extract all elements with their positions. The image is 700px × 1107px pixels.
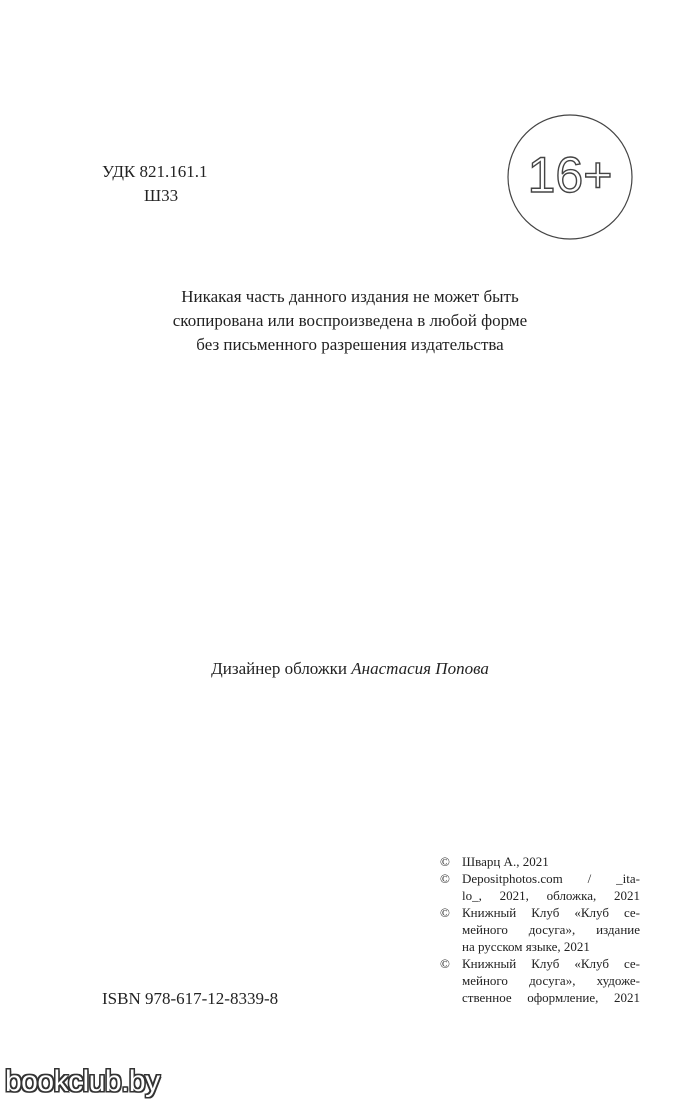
copyright-line <box>440 921 640 938</box>
copyright-block <box>440 853 640 1006</box>
age-rating-badge <box>505 112 635 242</box>
copyright-text: Depositphotos.com / _ita- <box>462 871 640 886</box>
copyright-symbol: © <box>440 854 450 869</box>
copyright-line <box>440 853 640 870</box>
notice-line: скопирована или воспроизведена в любой форме <box>172 311 528 330</box>
age-rating-circle-icon <box>505 112 635 242</box>
udk-block <box>102 160 208 208</box>
copyright-text: Книжный Клуб «Клуб се- <box>462 905 640 920</box>
watermark-logo: bookclub.by <box>5 1065 160 1098</box>
designer-name: Анастасия Попова <box>351 659 489 678</box>
designer-prefix: Дизайнер обложки <box>211 659 352 678</box>
notice-line: Никакая часть данного издания не может быть <box>181 287 519 306</box>
copyright-line <box>440 870 640 887</box>
rights-notice <box>100 285 600 357</box>
udk-code: УДК 821.161.1 <box>102 162 208 181</box>
copyright-line <box>440 989 640 1006</box>
copyright-line <box>440 955 640 972</box>
copyright-line <box>440 938 640 955</box>
copyright-text: на русском языке, 2021 <box>462 939 590 954</box>
copyright-line <box>440 972 640 989</box>
copyright-symbol: © <box>440 956 450 971</box>
copyright-text: ственное оформление, 2021 <box>462 990 640 1005</box>
copyright-symbol: © <box>440 905 450 920</box>
notice-line: без письменного разрешения издательства <box>196 335 504 354</box>
copyright-line <box>440 887 640 904</box>
isbn: ISBN 978-617-12-8339-8 <box>102 989 279 1008</box>
copyright-line <box>440 904 640 921</box>
age-rating-label: 16+ <box>527 147 613 203</box>
cover-designer-credit <box>100 657 600 681</box>
copyright-symbol: © <box>440 871 450 886</box>
author-mark: Ш33 <box>144 186 179 205</box>
copyright-text: Шварц А., 2021 <box>462 854 549 869</box>
copyright-text: мейного досуга», художе- <box>462 973 640 988</box>
copyright-text: мейного досуга», издание <box>462 922 640 937</box>
copyright-text: lo_, 2021, обложка, 2021 <box>462 888 640 903</box>
copyright-text: Книжный Клуб «Клуб се- <box>462 956 640 971</box>
